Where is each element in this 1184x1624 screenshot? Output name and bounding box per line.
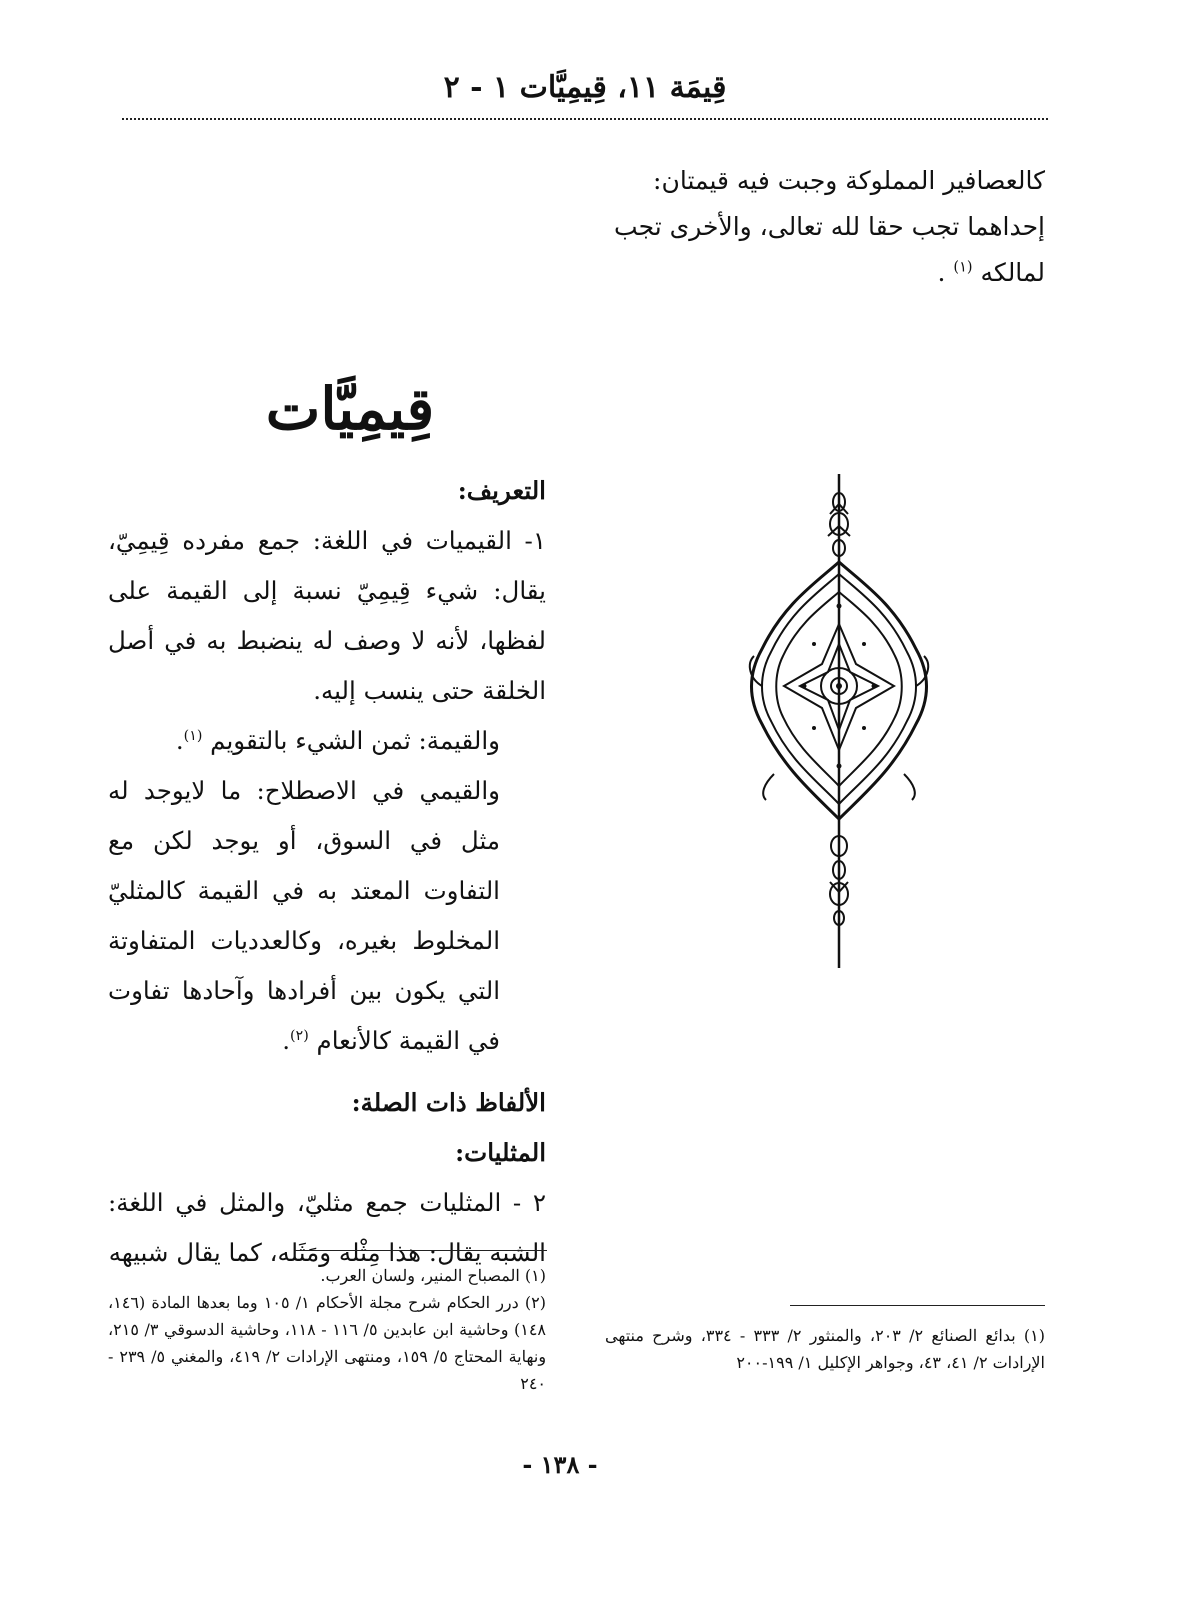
footnotes-right [605, 1322, 1045, 1376]
subheading-mithliyyat: المثليات: [455, 1138, 546, 1167]
paragraph-3-text: والقيمي في الاصطلاح: ما لايوجد له مثل في السوق، أو يوجد لكن مع التفاوت المعتد به في القيمة كالمثليّ المخلوط بغيره، وكالعدديات المتفاوتة التي يكون بين أفرادها وآحادها تفاوت في القيمة كالأنعام [108, 776, 500, 1055]
footnote-ref: (١) [183, 727, 203, 744]
continued-line-3 [605, 250, 1045, 296]
paragraph-1: ١- القيميات في اللغة: جمع مفرده قِيمِيّ، يقال: شيء قِيمِيّ نسبة إلى القيمة على لفظها، لأنه لا وصف له ينضبط به في أصل الخلقة حتى ينسب إليه. [108, 526, 546, 705]
arabesque-ornament-icon [744, 474, 934, 968]
footnote-divider-right [790, 1305, 1045, 1306]
header-dotted-rule [122, 118, 1048, 120]
paragraph-2 [108, 716, 546, 766]
continued-text-block [605, 158, 1045, 296]
paragraph-4: ٢ - المثليات جمع مثليّ، والمثل في اللغة: الشبه يقال: هذا مِثْله ومَثَله، كما يقال شبيهه [108, 1188, 546, 1267]
entry-title: قِيمِيَّات [265, 375, 435, 443]
definition-section [108, 466, 546, 1278]
spacer [108, 1066, 546, 1078]
footnotes-left [108, 1262, 546, 1397]
paragraph-3 [108, 766, 546, 1066]
page-number: - ١٣٨ - [522, 1450, 598, 1479]
footnote-ref: (٢) [290, 1027, 309, 1044]
running-header: قِيمَة ١١، قِيمِيَّات ١ - ٢ [443, 70, 727, 105]
line-end: . [937, 258, 946, 287]
footnote-ref: (١) [953, 259, 973, 276]
continued-line-1: كالعصافير المملوكة وجبت فيه قيمتان: [653, 166, 1045, 195]
continued-line-2: إحداهما تجب حقا لله تعالى، والأخرى تجب [614, 212, 1045, 241]
footnote-divider-left [295, 1250, 547, 1251]
section-heading-related-terms: الألفاظ ذات الصلة: [351, 1088, 546, 1117]
paragraph-2-text: والقيمة: ثمن الشيء بالتقويم [210, 726, 500, 755]
sentence-end: . [175, 726, 184, 755]
footnote-item: (١) بدائع الصنائع ٢/ ٢٠٣، والمنثور ٢/ ٣٣٣ - ٣٣٤، وشرح منتهى الإرادات ٢/ ٤١، ٤٣، وجواهر الإكليل ١/ ١٩٩-٢٠٠ [605, 1326, 1046, 1372]
section-heading-definition: التعريف: [457, 476, 546, 505]
continued-line-3-text: لمالكه [980, 258, 1045, 287]
sentence-end: . [282, 1026, 291, 1055]
footnote-item: (١) المصباح المنير، ولسان العرب. [320, 1266, 546, 1285]
footnote-item: (٢) درر الحكام شرح مجلة الأحكام ١/ ١٠٥ وما بعدها المادة (١٤٦، ١٤٨) وحاشية ابن عابدين ٥/ ١١٦ - ١١٨، وحاشية الدسوقي ٣/ ٢١٥، ونهاية المحتاج ٥/ ١٥٩، ومنتهى الإرادات ٢/ ٤١٩، والمغني ٥/ ٢٣٩ - ٢٤٠ [108, 1293, 547, 1393]
